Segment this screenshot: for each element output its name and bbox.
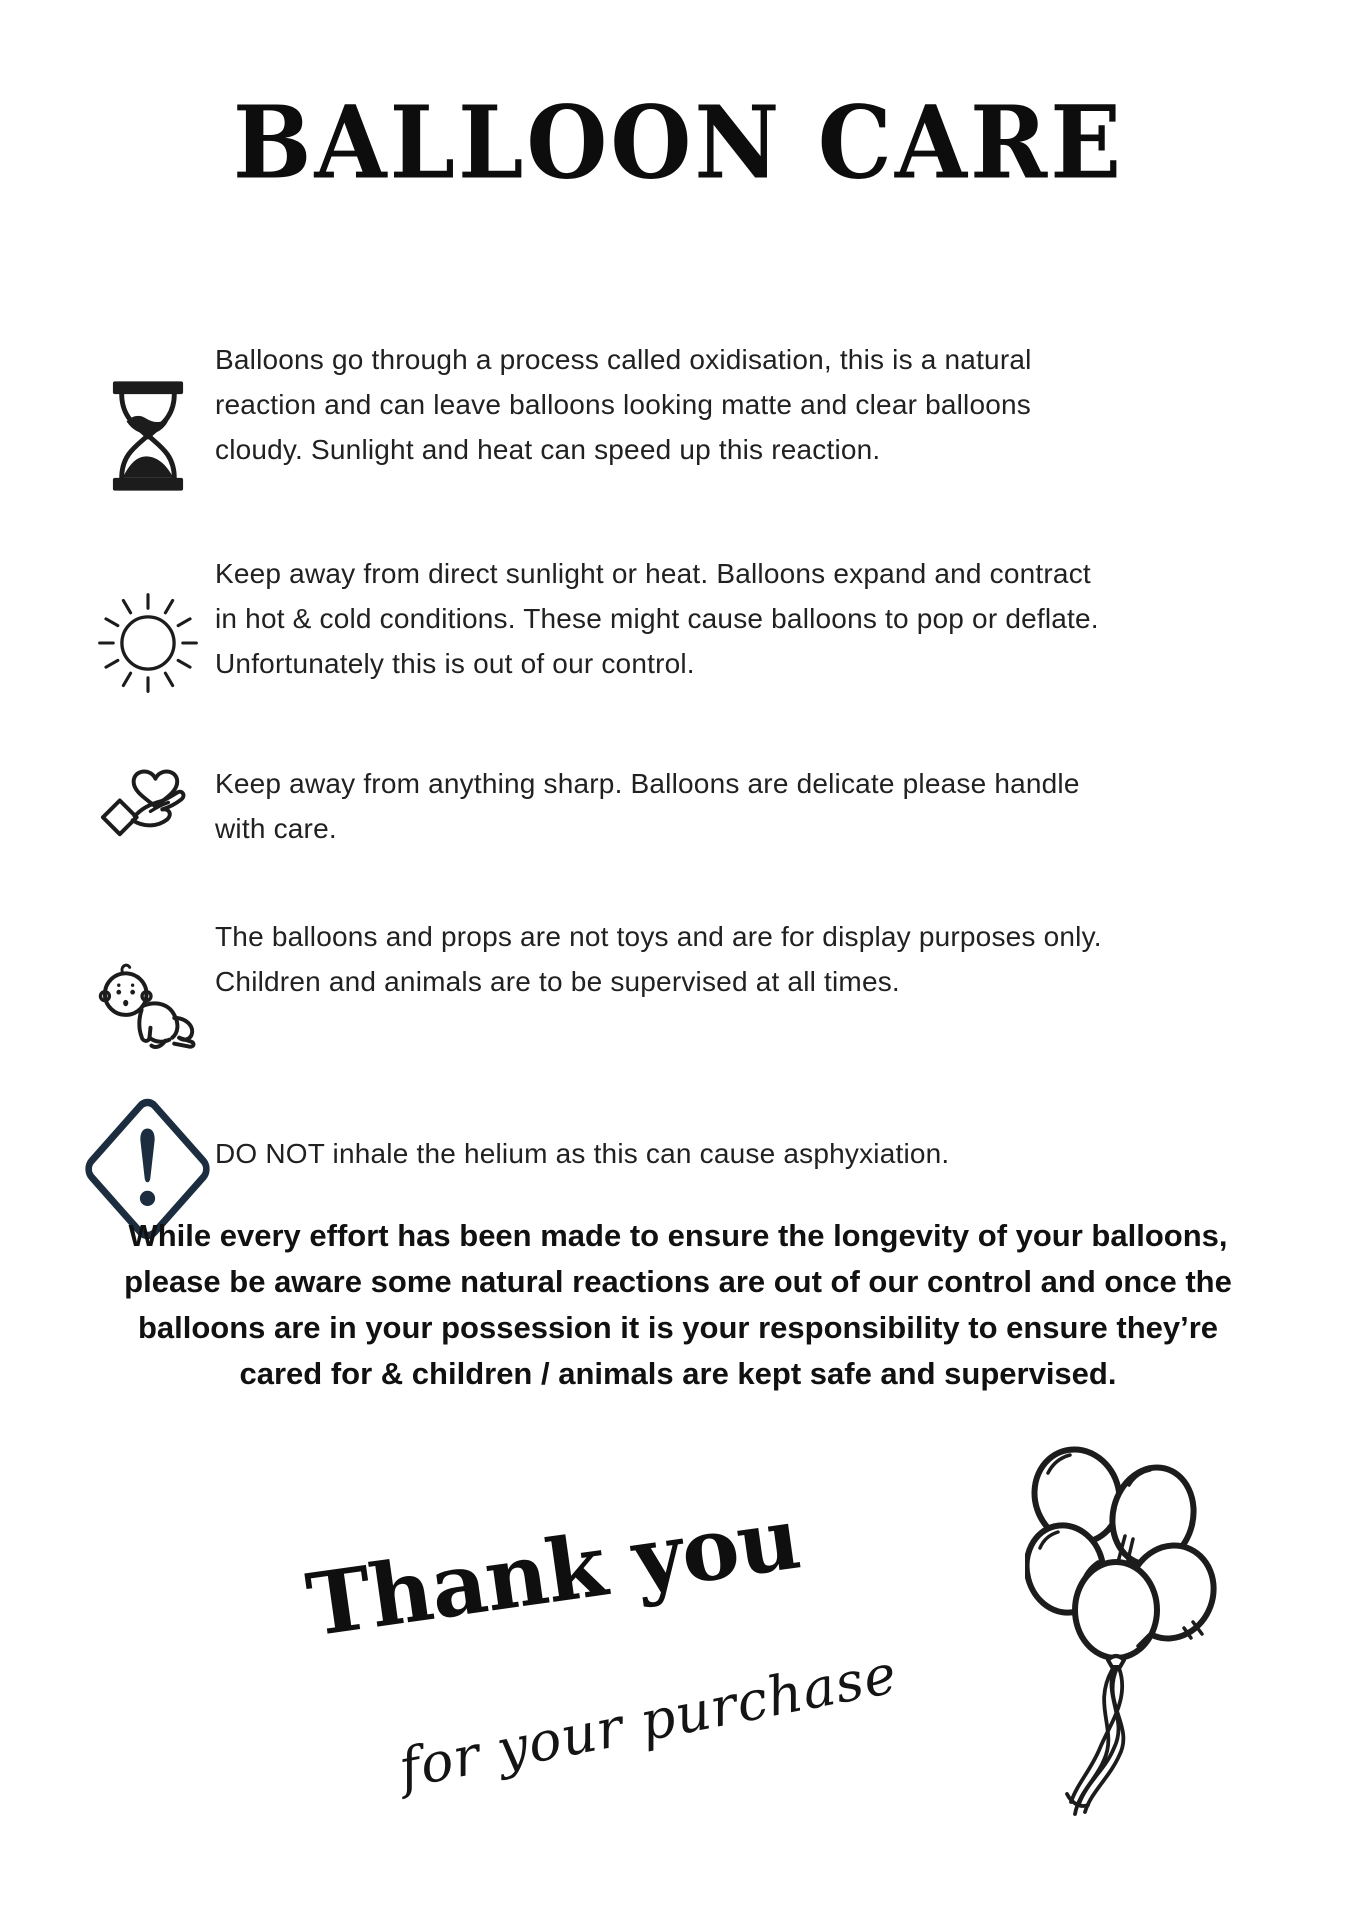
balloon-bunch-illustration xyxy=(1025,1442,1230,1827)
thank-you-subtext: for your purchase xyxy=(393,1642,903,1801)
sun-icon xyxy=(80,585,215,701)
care-text: DO NOT inhale the helium as this can cause asphyxiation. xyxy=(215,1138,950,1169)
page-title: BALLOON CARE xyxy=(232,83,1125,202)
heart-in-hand-icon xyxy=(80,747,215,851)
care-item-sunlight xyxy=(80,551,1115,701)
care-item-supervision xyxy=(80,914,1115,1056)
crawling-baby-icon xyxy=(80,956,215,1056)
care-list xyxy=(80,337,1115,1245)
care-text: The balloons and props are not toys and are for display purposes only. Children and animals are to be supervised at all times. xyxy=(215,921,1102,997)
hourglass-icon xyxy=(80,381,215,491)
care-text: Keep away from anything sharp. Balloons are delicate please handle with care. xyxy=(215,768,1080,844)
care-item-oxidisation xyxy=(80,337,1115,491)
disclaimer-text: While every effort has been made to ensure the longevity of your balloons, please be aware some natural reactions are out of our control and once the balloons are in your possession it is your responsibility to ensure they’re cared for & children / animals are kept safe and supervised. xyxy=(124,1218,1232,1391)
thank-you-text: Thank you xyxy=(300,1487,806,1657)
care-text: Balloons go through a process called oxidisation, this is a natural reaction and can leave balloons looking matte and clear balloons cloudy. Sunlight and heat can speed up this reaction. xyxy=(215,344,1032,465)
care-item-sharp xyxy=(80,761,1115,851)
care-text: Keep away from direct sunlight or heat. Balloons expand and contract in hot & cold conditions. These might cause balloons to pop or deflate. Unfortunately this is out of our control. xyxy=(215,558,1099,679)
